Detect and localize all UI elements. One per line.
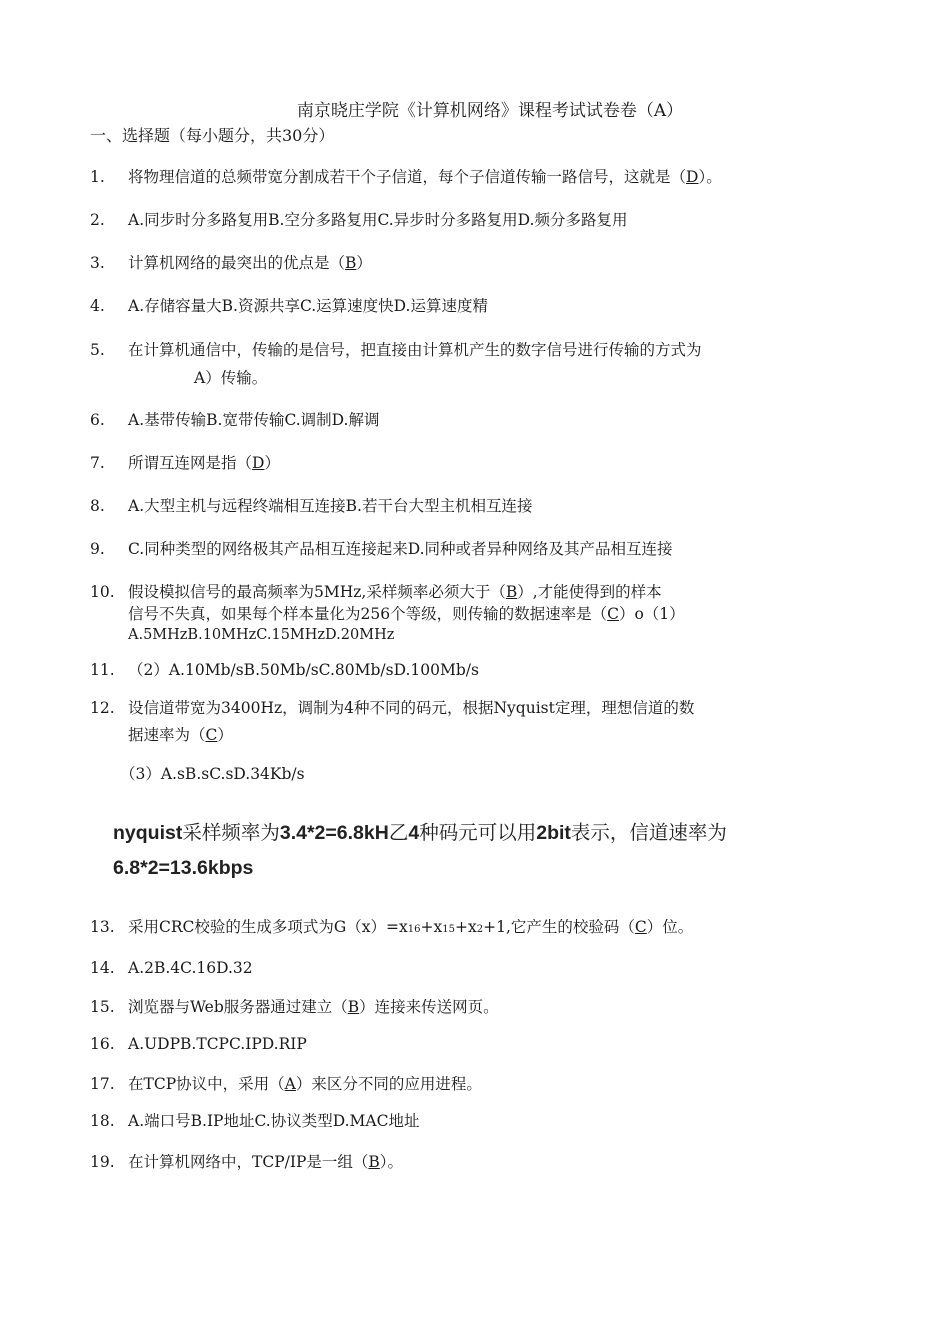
question-number: 14. xyxy=(90,959,115,977)
question-number: 17. xyxy=(90,1075,115,1093)
question-text: 计算机网络的最突出的优点是（B） xyxy=(128,254,372,272)
question-text: 在计算机通信中，传输的是信号，把直接由计算机产生的数字信号进行传输的方式为 xyxy=(128,341,702,359)
question-text: 设信道带宽为3400Hz，调制为4种不同的码元，根据Nyquist定理，理想信道的数 xyxy=(128,699,695,717)
options-text: A.存储容量大B.资源共享C.运算速度快D.运算速度精 xyxy=(128,297,488,315)
question-continuation: A）传输。 xyxy=(194,369,268,387)
answer-mark: A xyxy=(284,1075,296,1093)
options-text: A.大型主机与远程终端相互连接B.若干台大型主机相互连接 xyxy=(128,497,533,515)
options-text: A.同步时分多路复用B.空分多路复用C.异步时分多路复用D.频分多路复用 xyxy=(128,211,628,229)
question-number: 5. xyxy=(90,341,105,359)
question-number: 2. xyxy=(90,211,105,229)
question-continuation: 据速率为（C） xyxy=(128,726,233,744)
annotation-note-line-2: 6.8*2=13.6kbps xyxy=(113,857,254,879)
question-text: 在TCP协议中，采用（A）来区分不同的应用进程。 xyxy=(128,1075,482,1093)
page-title: 南京晓庄学院《计算机网络》课程考试试卷卷（A） xyxy=(296,101,684,121)
options-text: （3）A.sB.sC.sD.34Kb/s xyxy=(120,765,305,783)
question-number: 10. xyxy=(90,583,115,601)
question-number: 15. xyxy=(90,998,115,1016)
question-text: 将物理信道的总频带宽分割成若干个子信道，每个子信道传输一路信号，这就是（D）。 xyxy=(128,168,722,186)
answer-mark: D xyxy=(686,168,699,186)
annotation-note-line-1: nyquist采样频率为3.4*2=6.8kH乙4种码元可以用2bit表示，信道速率为 xyxy=(113,822,727,844)
question-number: 1. xyxy=(90,168,105,186)
answer-mark: B xyxy=(345,254,357,272)
question-number: 7. xyxy=(90,454,105,472)
section-heading: 一、选择题（每小题分，共30分） xyxy=(90,126,335,145)
question-number: 11. xyxy=(90,661,115,679)
question-number: 18. xyxy=(90,1112,115,1130)
polynomial: x16+x15+x2+1 xyxy=(399,918,506,936)
options-text: A.UDPB.TCPC.IPD.RIP xyxy=(128,1035,307,1053)
question-text: 采用CRC校验的生成多项式为G（x）=x16+x15+x2+1,它产生的校验码（C）位。 xyxy=(128,918,694,936)
options-text: A.5MHzB.10MHzC.15MHzD.20MHz xyxy=(128,627,395,643)
question-number: 13. xyxy=(90,918,115,936)
answer-mark: B xyxy=(368,1153,380,1171)
answer-mark: C xyxy=(205,726,218,744)
answer-mark: C xyxy=(634,918,647,936)
answer-mark: C xyxy=(607,605,619,623)
question-number: 4. xyxy=(90,297,105,315)
options-text: A.基带传输B.宽带传输C.调制D.解调 xyxy=(128,411,380,429)
answer-mark: B xyxy=(347,998,360,1016)
question-text: 所谓互连网是指（D） xyxy=(128,454,280,472)
question-number: 8. xyxy=(90,497,105,515)
question-number: 9. xyxy=(90,540,105,558)
question-text: 浏览器与Web服务器通过建立（B）连接来传送网页。 xyxy=(128,998,499,1016)
question-text: 在计算机网络中，TCP/IP是一组（B）。 xyxy=(128,1153,404,1171)
answer-mark: D xyxy=(252,454,265,472)
question-number: 16. xyxy=(90,1035,115,1053)
question-number: 3. xyxy=(90,254,105,272)
question-text: 假设模拟信号的最高频率为5MHz,采样频率必须大于（B）,才能使得到的样本 xyxy=(128,583,662,601)
question-number: 6. xyxy=(90,411,105,429)
options-text: A.2B.4C.16D.32 xyxy=(128,959,253,977)
options-text: A.端口号B.IP地址C.协议类型D.MAC地址 xyxy=(128,1112,420,1130)
question-number: 12. xyxy=(90,699,115,717)
question-continuation: 信号不失真，如果每个样本量化为256个等级，则传输的数据速率是（C）o（1） xyxy=(128,605,685,623)
answer-mark: B xyxy=(505,583,518,601)
options-text: C.同种类型的网络极其产品相互连接起来D.同种或者异种网络及其产品相互连接 xyxy=(128,540,673,558)
question-number: 19. xyxy=(90,1153,115,1171)
options-text: （2）A.10Mb/sB.50Mb/sC.80Mb/sD.100Mb/s xyxy=(128,661,479,679)
